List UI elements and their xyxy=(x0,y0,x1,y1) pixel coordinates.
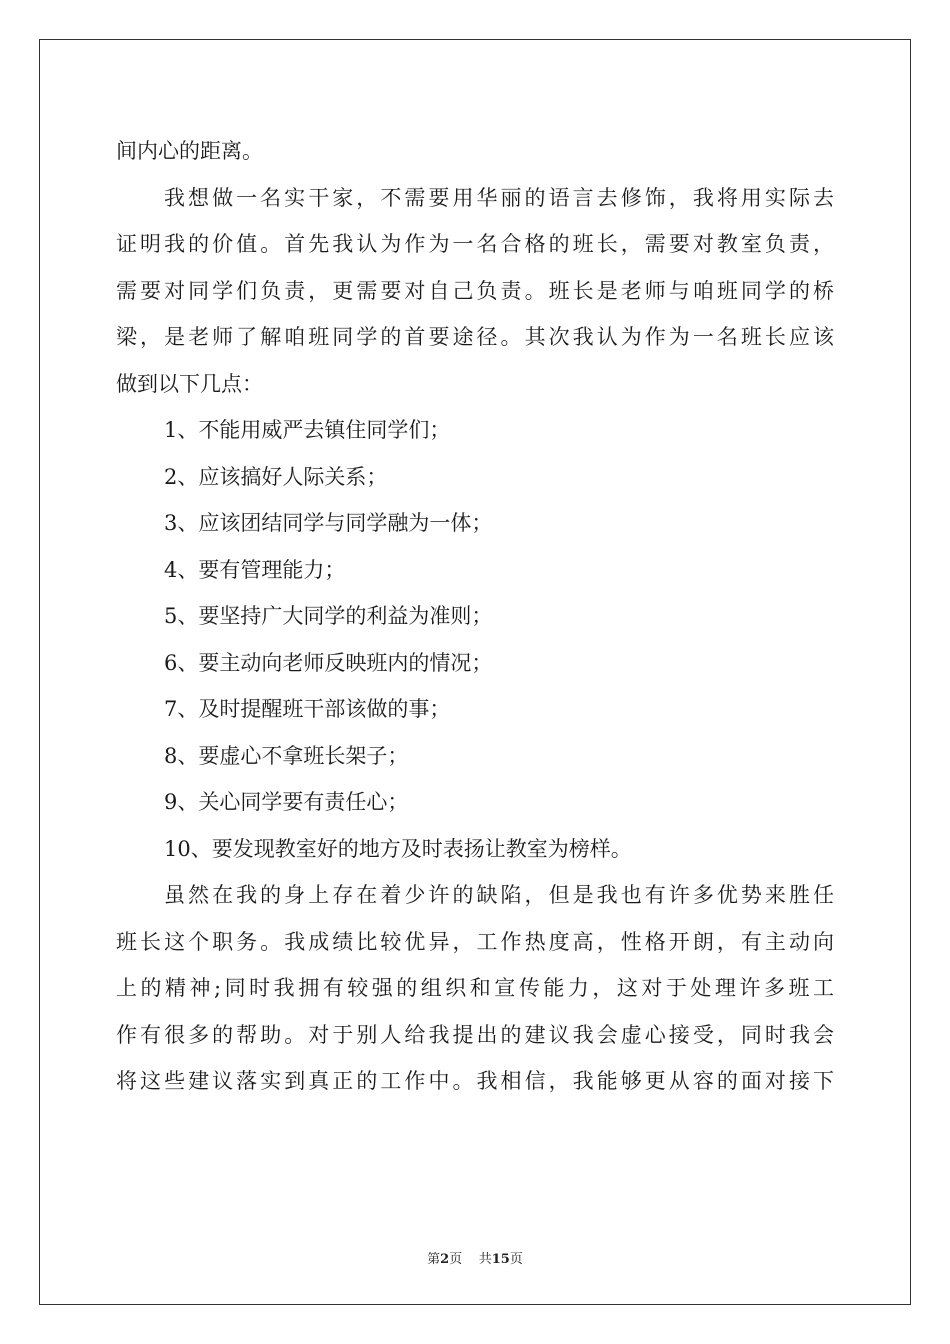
text-line: 2、应该搞好人际关系； xyxy=(164,464,388,489)
text-line: 作有很多的帮助。对于别人给我提出的建议我会虚心接受，同时我会 xyxy=(116,1022,834,1047)
text-line: 10、要发现教室好的地方及时表扬让教室为榜样。 xyxy=(164,836,632,861)
text-line: 需要对同学们负责，更需要对自己负责。班长是老师与咱班同学的桥 xyxy=(116,278,834,303)
text-line: 上的精神;同时我拥有较强的组织和宣传能力，这对于处理许多班工 xyxy=(116,976,834,1000)
text-line: 9、关心同学要有责任心； xyxy=(164,790,409,814)
text-line: 班长这个职务。我成绩比较优异，工作热度高，性格开朗，有主动向 xyxy=(116,929,834,954)
text-line: 梁，是老师了解咱班同学的首要途径。其次我认为作为一名班长应该 xyxy=(116,325,834,349)
text-line: 虽然在我的身上存在着少许的缺陷，但是我也有许多优势来胜任 xyxy=(164,883,834,907)
document-body xyxy=(116,128,834,1105)
text-line: 5、要坚持广大同学的利益为准则； xyxy=(164,604,493,628)
total-pages-indicator: 共15页 xyxy=(478,1252,523,1267)
text-line: 将这些建议落实到真正的工作中。我相信，我能够更从容的面对接下 xyxy=(116,1069,834,1093)
text-line: 6、要主动向老师反映班内的情况； xyxy=(164,650,493,675)
text-line: 我想做一名实干家，不需要用华丽的语言去修饰，我将用实际去 xyxy=(164,185,834,210)
page-indicator: 第2页 xyxy=(427,1252,463,1267)
text-line: 1、不能用威严去镇住同学们； xyxy=(164,418,451,442)
text-line: 7、及时提醒班干部该做的事； xyxy=(164,697,451,721)
text-line: 间内心的距离。 xyxy=(116,139,263,163)
text-line: 8、要虚心不拿班长架子； xyxy=(164,743,409,768)
text-line: 证明我的价值。首先我认为作为一名合格的班长，需要对教室负责， xyxy=(116,232,834,256)
text-line: 4、要有管理能力； xyxy=(164,557,346,582)
page-footer xyxy=(0,1248,950,1267)
text-line: 做到以下几点： xyxy=(116,371,263,396)
text-line: 3、应该团结同学与同学融为一体； xyxy=(164,511,493,535)
